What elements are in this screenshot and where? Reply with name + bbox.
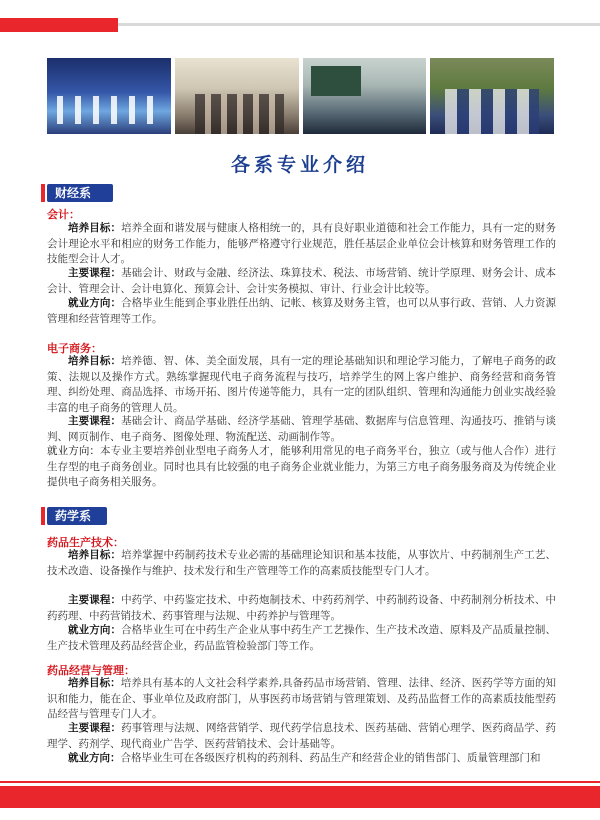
major-title-drug-business: 药品经营与管理：	[47, 664, 135, 677]
drug-business-goal	[47, 676, 556, 723]
drug-business-courses	[47, 721, 556, 752]
department-badge-finance: 财经系	[47, 184, 113, 202]
drug-production-courses-text: 中药学、中药鉴定技术、中药炮制技术、中药药剂学、中药制药设备、中药制剂分析技术、中药药理、中药营销技术、药事管理与法规、中药养护与管理等。	[47, 594, 557, 622]
drug-production-goal-label: 培养目标：	[68, 549, 122, 561]
drug-production-career	[47, 623, 556, 654]
drug-production-goal	[47, 548, 556, 579]
footer-bar	[0, 786, 600, 808]
drug-production-goal-text: 培养掌握中药制药技术专业必需的基础理论知识和基本技能，从事饮片、中药制剂生产工艺、技术改造、设备操作与维护、技术发行和生产管理等工作的高素质技能型专门人才。	[47, 549, 557, 577]
accounting-courses-text: 基础会计、财政与金融、经济法、珠算技术、税法、市场营销、统计学原理、财务会计、成本会计、管理会计、会计电算化、预算会计、会计实务模拟、审计、行业会计比较等。	[47, 267, 557, 295]
accounting-career	[47, 296, 556, 327]
accounting-career-label: 就业方向：	[68, 297, 122, 309]
major-title-accounting: 会计：	[47, 208, 80, 221]
page-title: 各系专业介绍	[230, 154, 369, 176]
drug-production-courses	[47, 593, 556, 624]
footer-rule	[0, 781, 600, 783]
ecommerce-goal-text: 培养德、智、体、美全面发展，具有一定的理论基础知识和理论学习能力，了解电子商务的政策、法规以及操作方式。熟练掌握现代电子商务流程与技巧，培养学生的网上客户维护、商务经营和商务管理、纠纷处理、商品选择、市场开拓、图片传递等能力，具有一定的团队组织、管理和沟通能力创业实战经验丰富的电子商务的管理人员。	[47, 355, 557, 414]
ecommerce-career-text: 本专业主要培养创业型电子商务人才，能够利用常见的电子商务平台，独立（或与他人合作）进行生存型的电子商务创业。同时也具有比较强的电子商务企业就业能力，为第三方电子商务服务商及为传统企业提供电子商务相关服务。	[47, 445, 557, 488]
photo-pharmacy-visit	[175, 58, 299, 134]
accounting-courses-label: 主要课程：	[68, 267, 122, 279]
drug-production-courses-label: 主要课程：	[68, 594, 122, 606]
ecommerce-goal-label: 培养目标：	[68, 355, 122, 367]
ecommerce-courses-label: 主要课程：	[68, 415, 122, 427]
major-title-drug-production: 药品生产技术：	[47, 536, 124, 549]
drug-business-career-label: 就业方向：	[68, 752, 121, 764]
header-rule	[118, 23, 600, 26]
drug-business-goal-label: 培养目标：	[68, 677, 121, 689]
drug-production-career-text: 合格毕业生可在中药生产企业从事中药生产工艺操作、生产技术改造、原料及产品质量控制、生产技术管理及药品经营企业，药品监管检验部门等工作。	[47, 624, 557, 652]
accounting-courses	[47, 266, 556, 297]
drug-business-career	[47, 751, 556, 767]
photo-stage-performance	[47, 58, 171, 134]
accounting-goal-text: 培养全面和谐发展与健康人格相统一的，具有良好职业道德和社会工作能力，具有一定的财务会计理论水平和相应的财务工作能力，能够严格遵守行业规范，胜任基层企业单位会计核算和财务管理工作的技能型会计人才。	[47, 222, 557, 265]
photo-strip	[47, 58, 554, 134]
photo-students-outdoor	[430, 58, 554, 134]
ecommerce-courses	[47, 414, 556, 445]
ecommerce-goal	[47, 354, 556, 416]
drug-business-goal-text: 培养具有基本的人文社会科学素养,具备药品市场营销、管理、法律、经济、医药学等方面的知识和能力，能在企、事业单位及政府部门，从事医药市场营销与管理策划、及药品监督工作的高素质技能型药品经营与管理专门人才。	[47, 677, 556, 720]
accounting-goal-label: 培养目标：	[68, 222, 122, 234]
ecommerce-career-label: 就业方向：	[47, 445, 101, 457]
major-title-ecommerce: 电子商务：	[47, 342, 102, 355]
drug-business-career-text: 合格毕业生可在各级医疗机构的药剂科、药品生产和经营企业的销售部门、质量管理部门和	[120, 752, 541, 764]
drug-business-courses-label: 主要课程：	[68, 722, 122, 734]
department-badge-pharmacy: 药学系	[47, 507, 107, 525]
footer-margin	[0, 808, 600, 820]
ecommerce-courses-text: 基础会计、商品学基础、经济学基础、管理学基础、数据库与信息管理、沟通技巧、推销与谈判、网页制作、电子商务、图像处理、物流配送、动画制作等。	[47, 415, 557, 443]
drug-production-career-label: 就业方向：	[68, 624, 122, 636]
header-accent-bar	[0, 18, 118, 32]
accounting-goal	[47, 221, 556, 268]
ecommerce-career	[47, 444, 556, 491]
drug-business-courses-text: 药事管理与法规、网络营销学、现代药学信息技术、医药基础、营销心理学、医药商品学、药理学、药剂学、现代商业广告学、医药营销技术、会计基础等。	[47, 722, 557, 750]
accounting-career-text: 合格毕业生能到企事业胜任出纳、记帐、核算及财务主管，也可以从事行政、营销、人力资源管理和经营管理等工作。	[47, 297, 557, 325]
photo-classroom	[303, 58, 427, 134]
